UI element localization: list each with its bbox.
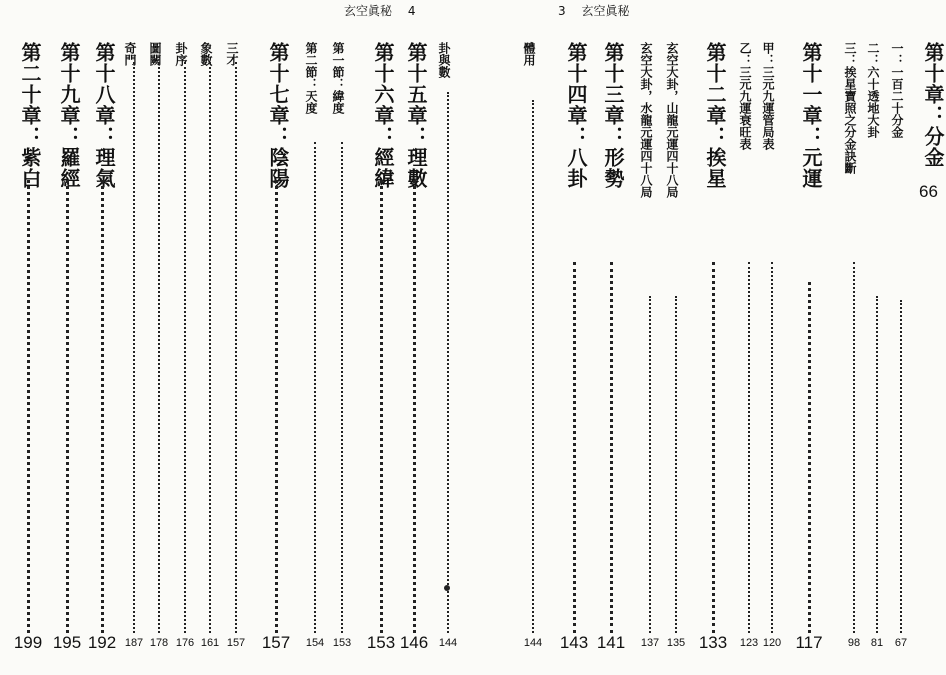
toc-entry <box>737 0 761 675</box>
dotted-leader <box>133 62 135 633</box>
toc-entry-page-number: 199 <box>13 633 43 652</box>
dotted-leader <box>748 262 750 633</box>
toc-entry-page-number: 135 <box>666 637 686 649</box>
dotted-leader <box>235 62 237 633</box>
toc-entry <box>224 0 248 675</box>
toc-entry-title: 甲：三元九運管局表 <box>761 42 775 150</box>
dotted-leader <box>184 62 186 633</box>
chapter-10-page-number: 66 <box>919 182 938 201</box>
toc-entry-title: 第十章：分金 <box>921 42 945 168</box>
toc-entry-title: 第十一章：元運 <box>799 42 823 189</box>
dotted-leader <box>675 296 677 633</box>
toc-entry-page-number: 123 <box>739 637 759 649</box>
dotted-leader <box>380 180 383 633</box>
dotted-leader <box>314 142 316 633</box>
toc-entry-page-number: 146 <box>399 633 429 652</box>
dotted-leader <box>573 262 576 633</box>
toc-entry-page-number: 81 <box>870 637 884 649</box>
toc-entry <box>122 0 146 675</box>
toc-entry <box>261 0 291 675</box>
toc-entry <box>889 0 913 675</box>
toc-entry <box>87 0 117 675</box>
toc-entry-page-number: 98 <box>847 637 861 649</box>
toc-entry-title: 象數 <box>199 42 213 66</box>
toc-entry <box>147 0 171 675</box>
dotted-leader <box>275 180 278 633</box>
dotted-leader <box>209 62 211 633</box>
toc-entry-title: 圖闕 <box>148 42 162 66</box>
toc-entry-page-number: 67 <box>894 637 908 649</box>
toc-entry-page-number: 144 <box>438 637 458 649</box>
toc-entry-title: 第十八章：理氣 <box>92 42 116 189</box>
dotted-leader <box>771 262 773 633</box>
toc-entry-title: 第二節：天度 <box>304 42 318 114</box>
toc-entry <box>436 0 460 675</box>
dotted-leader <box>158 62 160 633</box>
toc-entry-page-number: 154 <box>305 637 325 649</box>
toc-entry-page-number: 161 <box>200 637 220 649</box>
toc-entry <box>173 0 197 675</box>
dotted-leader <box>413 180 416 633</box>
toc-entry-title: 第十三章：形勢 <box>601 42 625 189</box>
toc-entry-title: 第十二章：挨星 <box>703 42 727 189</box>
toc-entry-page-number: 144 <box>523 637 543 649</box>
toc-entry-title: 一：一百二十分金 <box>890 42 904 138</box>
dotted-leader <box>876 296 878 633</box>
toc-entry-title: 第十九章：羅經 <box>57 42 81 189</box>
toc-entry-page-number: 137 <box>640 637 660 649</box>
toc-entry <box>13 0 43 675</box>
ink-blot <box>444 585 450 591</box>
dotted-leader <box>101 180 104 633</box>
toc-entry-title: 奇門 <box>123 42 137 66</box>
toc-entry-title: 三：挨星寶照之分金訣斷 <box>843 42 857 174</box>
toc-entry <box>797 0 821 675</box>
running-header-left: 玄空眞秘 4 <box>344 4 416 18</box>
toc-entry <box>330 0 354 675</box>
dotted-leader <box>712 262 715 633</box>
toc-entry <box>303 0 327 675</box>
toc-entry-page-number: 192 <box>87 633 117 652</box>
dotted-leader <box>808 282 811 633</box>
toc-entry-title: 卦序 <box>174 42 188 66</box>
toc-entry-page-number: 176 <box>175 637 195 649</box>
toc-entry-page-number: 143 <box>559 633 589 652</box>
toc-entry-title: 第二十章：紫白 <box>18 42 42 189</box>
toc-entry-title: 第十七章：陰陽 <box>266 42 290 189</box>
toc-entry <box>52 0 82 675</box>
dotted-leader <box>66 180 69 633</box>
toc-entry-page-number: 133 <box>698 633 728 652</box>
dotted-leader <box>532 100 534 633</box>
toc-entry <box>596 0 626 675</box>
toc-entry <box>399 0 429 675</box>
running-header-right: 3 玄空眞秘 <box>558 4 630 18</box>
toc-entry-page-number: 157 <box>261 633 291 652</box>
toc-entry-title: 乙：三元九運衰旺表 <box>738 42 752 150</box>
toc-entry-title: 第十六章：經緯 <box>371 42 395 189</box>
dotted-leader <box>649 296 651 633</box>
toc-entry <box>842 0 866 675</box>
toc-entry-page-number: 153 <box>366 633 396 652</box>
dotted-leader <box>853 262 855 633</box>
toc-entry-title: 第十五章：理數 <box>404 42 428 189</box>
dotted-leader <box>610 262 613 633</box>
dotted-leader <box>900 300 902 633</box>
dotted-leader <box>27 180 30 633</box>
toc-entry <box>198 0 222 675</box>
toc-entry-page-number: 187 <box>124 637 144 649</box>
toc-entry-title: 玄空大卦，山龍元運四十八局 <box>665 42 679 198</box>
toc-entry <box>366 0 396 675</box>
toc-entry-title: 第一節：緯度 <box>331 42 345 114</box>
toc-entry-page-number: 195 <box>52 633 82 652</box>
toc-entry-page-number: 157 <box>226 637 246 649</box>
toc-entry <box>664 0 688 675</box>
toc-entry-page-number: 141 <box>596 633 626 652</box>
toc-entry-page-number: 120 <box>762 637 782 649</box>
toc-entry <box>919 0 943 675</box>
toc-entry <box>698 0 728 675</box>
toc-entry-title: 二：六十透地大卦 <box>866 42 880 138</box>
toc-entry <box>760 0 784 675</box>
toc-entry-page-number: 117 <box>795 633 823 652</box>
toc-entry <box>638 0 662 675</box>
toc-entry-title: 第十四章：八卦 <box>564 42 588 189</box>
toc-entry-title: 卦與數 <box>437 42 451 78</box>
toc-entry-page-number: 178 <box>149 637 169 649</box>
dotted-leader <box>341 142 343 633</box>
dotted-leader <box>447 92 449 633</box>
toc-entry-title: 三才 <box>225 42 239 66</box>
toc-entry <box>865 0 889 675</box>
toc-entry <box>521 0 545 675</box>
toc-entry-title: 玄空大卦，水龍元運四十八局 <box>639 42 653 198</box>
toc-entry-page-number: 153 <box>332 637 352 649</box>
toc-entry <box>559 0 589 675</box>
toc-entry-title: 體用 <box>522 42 536 66</box>
